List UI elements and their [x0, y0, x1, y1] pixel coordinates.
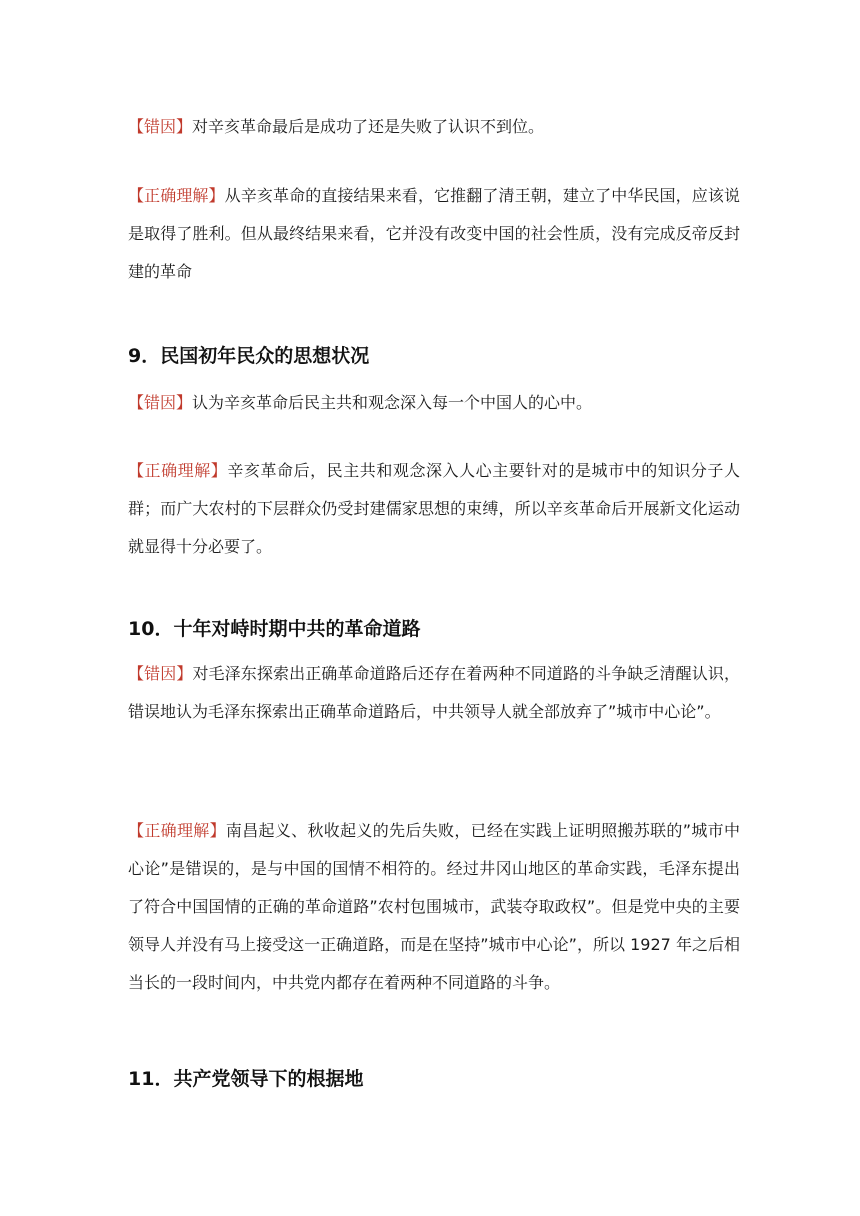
cause-tag: 【错因】 [128, 393, 193, 412]
correct-understanding-tag: 【正确理解】 [128, 461, 228, 480]
cause-paragraph [128, 384, 740, 422]
correct-understanding-paragraph [128, 812, 740, 1002]
cause-text: 对毛泽东探索出正确革命道路后还存在着两种不同道路的斗争缺乏清醒认识，错误地认为毛泽东探索出正确革命道路后，中共领导人就全部放弃了”城市中心论”。 [128, 664, 740, 721]
cause-paragraph [128, 655, 740, 731]
section-heading-10: 10．十年对峙时期中共的革命道路 [128, 618, 421, 640]
correct-understanding-paragraph [128, 177, 740, 291]
correct-understanding-text: 辛亥革命后，民主共和观念深入人心主要针对的是城市中的知识分子人群；而广大农村的下层群众仍受封建儒家思想的束缚，所以辛亥革命后开展新文化运动就显得十分必要了。 [128, 461, 740, 556]
cause-tag: 【错因】 [128, 117, 193, 136]
cause-text: 认为辛亥革命后民主共和观念深入每一个中国人的心中。 [192, 393, 593, 412]
correct-understanding-tag: 【正确理解】 [128, 821, 226, 840]
section-heading-9: 9．民国初年民众的思想状况 [128, 345, 370, 367]
correct-understanding-text: 从辛亥革命的直接结果来看，它推翻了清王朝，建立了中华民国，应该说是取得了胜利。但从最终结果来看，它并没有改变中国的社会性质，没有完成反帝反封建的革命 [128, 186, 740, 281]
cause-paragraph [128, 108, 740, 146]
cause-tag: 【错因】 [128, 664, 193, 683]
correct-understanding-text: 南昌起义、秋收起义的先后失败，已经在实践上证明照搬苏联的”城市中心论”是错误的，是与中国的国情不相符的。经过井冈山地区的革命实践，毛泽东提出了符合中国国情的正确的革命道路”农村包围城市，武装夺取政权”。但是党中央的主要领导人并没有马上接受这一正确道路，而是在坚持”城市中心论”，所以 1927 年之后相当长的一段时间内，中共党内都存在着两种不同道路的斗争。 [128, 821, 740, 992]
cause-text: 对辛亥革命最后是成功了还是失败了认识不到位。 [192, 117, 545, 136]
correct-understanding-tag: 【正确理解】 [128, 186, 225, 205]
section-heading-11: 11．共产党领导下的根据地 [128, 1068, 364, 1090]
correct-understanding-paragraph [128, 452, 740, 566]
